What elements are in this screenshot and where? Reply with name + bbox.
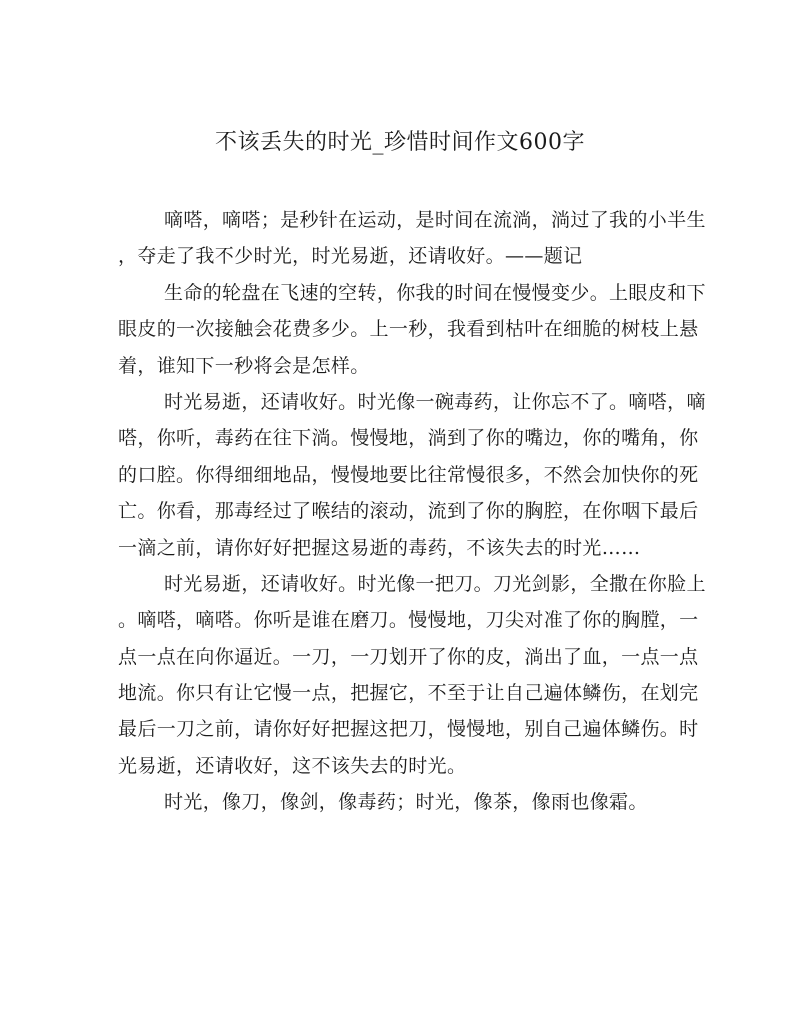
paragraph-line: 地流。你只有让它慢一点，把握它，不至于让自己遍体鳞伤，在划完 bbox=[118, 682, 699, 705]
paragraph-line: 嗒，你听，毒药在往下淌。慢慢地，淌到了你的嘴边，你的嘴角，你 bbox=[118, 427, 699, 450]
paragraph-3 bbox=[118, 566, 706, 784]
paragraph-line: 时光易逝，还请收好。时光像一把刀。刀光剑影，全撒在你脸上 bbox=[164, 572, 706, 595]
paragraph-line: ，夺走了我不少时光，时光易逝，还请收好。——题记 bbox=[118, 245, 583, 268]
paragraph-line: 最后一刀之前，请你好好把握这把刀，慢慢地，别自己遍体鳞伤。时 bbox=[118, 718, 699, 741]
paragraph-line: 眼皮的一次接触会花费多少。上一秒，我看到枯叶在细脆的树枝上悬 bbox=[118, 318, 699, 341]
paragraph-line: 点一点在向你逼近。一刀，一刀划开了你的皮，淌出了血，一点一点 bbox=[118, 645, 699, 668]
paragraph-line: 嘀嗒，嘀嗒；是秒针在运动，是时间在流淌，淌过了我的小半生 bbox=[164, 209, 706, 231]
paragraph-1 bbox=[118, 275, 706, 384]
paragraph-line: 一滴之前，请你好好把握这易逝的毒药，不该失去的时光…… bbox=[118, 536, 641, 559]
paragraph-line: 着，谁知下一秒将会是怎样。 bbox=[118, 354, 370, 377]
paragraph-line: 光易逝，还请收好，这不该失去的时光。 bbox=[118, 754, 467, 777]
paragraph-line: 时光，像刀，像剑，像毒药；时光，像茶，像雨也像霜。 bbox=[164, 791, 648, 814]
paragraph-line: 时光易逝，还请收好。时光像一碗毒药，让你忘不了。嘀嗒，嘀 bbox=[164, 390, 706, 413]
paragraph-line: 亡。你看，那毒经过了喉结的滚动，流到了你的胸腔，在你咽下最后 bbox=[118, 500, 699, 523]
paragraph-epigraph bbox=[118, 202, 706, 275]
paragraph-line: 的口腔。你得细细地品，慢慢地要比往常慢很多，不然会加快你的死 bbox=[118, 463, 699, 486]
paragraph-line: 生命的轮盘在飞速的空转，你我的时间在慢慢变少。上眼皮和下 bbox=[164, 281, 706, 304]
document-body bbox=[118, 202, 706, 821]
document-title: 不该丢失的时光_珍惜时间作文600字 bbox=[215, 130, 585, 155]
paragraph-2 bbox=[118, 384, 706, 566]
paragraph-4 bbox=[118, 784, 680, 820]
paragraph-line: 。嘀嗒，嘀嗒。你听是谁在磨刀。慢慢地，刀尖对准了你的胸膛，一 bbox=[118, 609, 699, 632]
